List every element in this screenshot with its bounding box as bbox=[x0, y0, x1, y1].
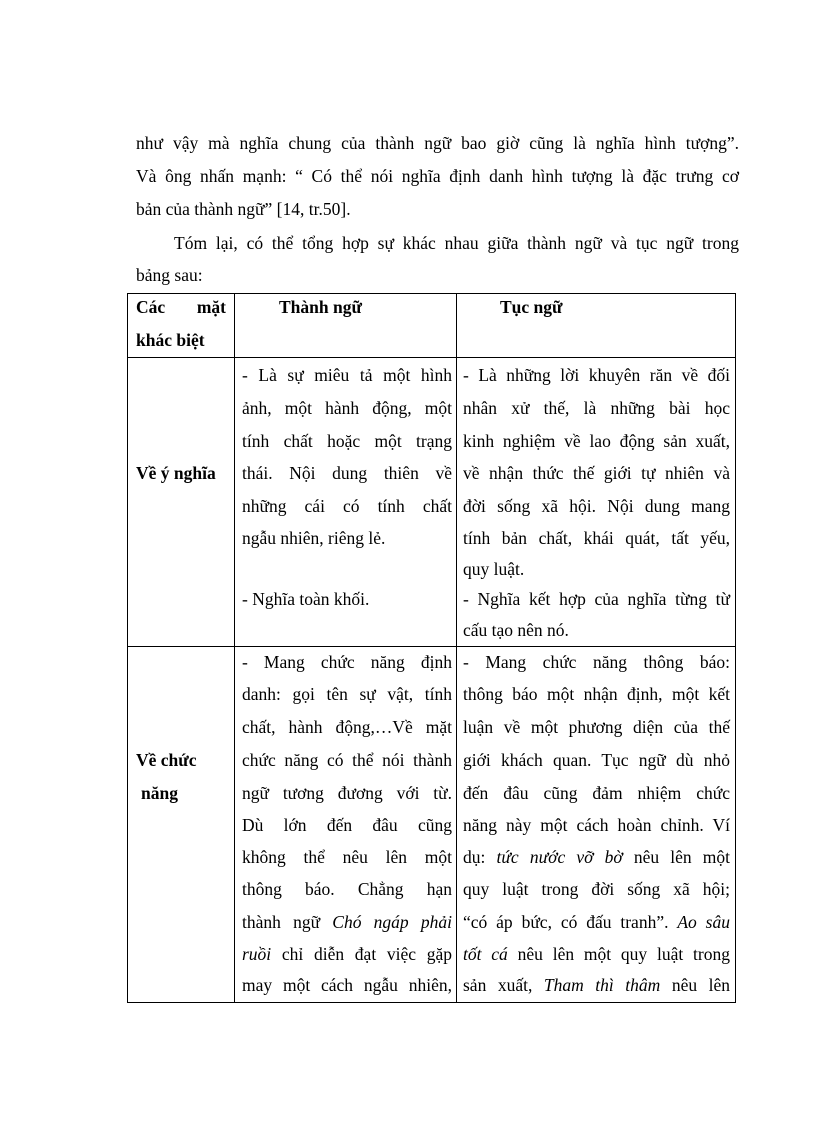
idiom-function-line: - Mang chức năng định bbox=[242, 652, 452, 672]
idiom-function-line: thông báo. Chẳng hạn bbox=[242, 879, 452, 899]
idiom-meaning-line: - Là sự miêu tả một hình bbox=[242, 365, 452, 385]
header-idiom: Thành ngữ bbox=[279, 297, 362, 317]
idiom-function-line bbox=[242, 944, 452, 964]
header-aspects-line2: khác biệt bbox=[136, 330, 205, 350]
idiom-meaning-line: ngẫu nhiên, riêng lẻ. bbox=[242, 528, 386, 548]
proverb-function-text: nêu lên bbox=[660, 975, 730, 995]
proverb-function-line bbox=[463, 912, 730, 932]
idiom-function-text: thành ngữ bbox=[242, 912, 333, 932]
idiom-function-line bbox=[242, 912, 452, 932]
proverb-meaning-line: cấu tạo nên nó. bbox=[463, 620, 569, 640]
proverb-example-italic: tốt cá bbox=[463, 944, 508, 964]
idiom-function-line: Dù lớn đến đâu cũng bbox=[242, 815, 452, 835]
paragraph-line: bảng sau: bbox=[136, 265, 203, 285]
proverb-function-line: giới khách quan. Tục ngữ dù nhỏ bbox=[463, 750, 730, 770]
idiom-meaning-line: những cái có tính chất bbox=[242, 496, 452, 516]
idiom-example-italic: ruồi bbox=[242, 944, 272, 964]
paragraph-line: Và ông nhấn mạnh: “ Có thể nói nghĩa định danh hình tượng là đặc trưng cơ bbox=[136, 166, 739, 186]
proverb-example-italic: Tham thì thâm bbox=[543, 975, 661, 995]
proverb-function-line bbox=[463, 847, 730, 867]
proverb-function-text: “có áp bức, có đấu tranh”. bbox=[463, 912, 678, 932]
proverb-meaning-line: về nhận thức thế giới tự nhiên và bbox=[463, 463, 730, 483]
idiom-meaning-line: ảnh, một hành động, một bbox=[242, 398, 452, 418]
row-label-meaning: Về ý nghĩa bbox=[136, 463, 216, 483]
paragraph-line: như vậy mà nghĩa chung của thành ngữ bao giờ cũng là nghĩa hình tượng”. bbox=[136, 133, 739, 153]
row-label-function-line2: năng bbox=[141, 783, 178, 803]
table-row-divider bbox=[127, 357, 736, 358]
idiom-function-line: không thể nêu lên một bbox=[242, 847, 452, 867]
paragraph-line: Tóm lại, có thể tổng hợp sự khác nhau giữa thành ngữ và tục ngữ trong bbox=[174, 233, 739, 253]
proverb-meaning-line: tính bản chất, khái quát, tất yếu, bbox=[463, 528, 730, 548]
proverb-meaning-line: nhân xử thế, là những bài học bbox=[463, 398, 730, 418]
proverb-function-text: nêu lên một quy luật trong bbox=[507, 944, 730, 964]
proverb-function-line: năng này một cách hoàn chỉnh. Ví bbox=[463, 815, 730, 835]
proverb-function-line bbox=[463, 944, 730, 964]
proverb-function-line bbox=[463, 975, 730, 995]
proverb-meaning-line: đời sống xã hội. Nội dung mang bbox=[463, 496, 730, 516]
idiom-example-italic: Chó ngáp phải bbox=[332, 912, 452, 932]
paragraph-line: bản của thành ngữ” [14, tr.50]. bbox=[136, 199, 351, 219]
proverb-function-line: thông báo một nhận định, một kết bbox=[463, 684, 730, 704]
table-column-divider bbox=[456, 293, 457, 1003]
row-label-function-line1: Về chức bbox=[136, 750, 197, 770]
idiom-meaning-line: - Nghĩa toàn khối. bbox=[242, 589, 370, 609]
proverb-example-italic: tức nước vỡ bờ bbox=[496, 847, 623, 867]
proverb-meaning-line: - Là những lời khuyên răn về đối bbox=[463, 365, 730, 385]
proverb-function-text: nêu lên một bbox=[622, 847, 730, 867]
header-proverb: Tục ngữ bbox=[500, 297, 563, 317]
proverb-function-text: dụ: bbox=[463, 847, 497, 867]
idiom-function-line: chức năng có thể nói thành bbox=[242, 750, 452, 770]
proverb-function-line: - Mang chức năng thông báo: bbox=[463, 652, 730, 672]
idiom-function-line: may một cách ngẫu nhiên, bbox=[242, 975, 452, 995]
idiom-meaning-line: thái. Nội dung thiên về bbox=[242, 463, 452, 483]
table-row-divider bbox=[127, 646, 736, 647]
idiom-function-text: chỉ diễn đạt việc gặp bbox=[271, 944, 452, 964]
header-aspects-line1: Các mặt bbox=[136, 297, 226, 317]
proverb-meaning-line: quy luật. bbox=[463, 559, 525, 579]
proverb-function-line: đến đâu cũng đảm nhiệm chức bbox=[463, 783, 730, 803]
proverb-example-italic: Ao sâu bbox=[677, 912, 730, 932]
proverb-function-line: quy luật trong đời sống xã hội; bbox=[463, 879, 730, 899]
proverb-function-line: luận về một phương diện của thế bbox=[463, 717, 730, 737]
idiom-meaning-line: tính chất hoặc một trạng bbox=[242, 431, 452, 451]
table-column-divider bbox=[234, 293, 235, 1003]
proverb-meaning-line: - Nghĩa kết hợp của nghĩa từng từ bbox=[463, 589, 730, 609]
proverb-function-text: sản xuất, bbox=[463, 975, 544, 995]
idiom-function-line: chất, hành động,…Về mặt bbox=[242, 717, 452, 737]
proverb-meaning-line: kinh nghiệm về lao động sản xuất, bbox=[463, 431, 730, 451]
idiom-function-line: ngữ tương đương với từ. bbox=[242, 783, 452, 803]
idiom-function-line: danh: gọi tên sự vật, tính bbox=[242, 684, 452, 704]
